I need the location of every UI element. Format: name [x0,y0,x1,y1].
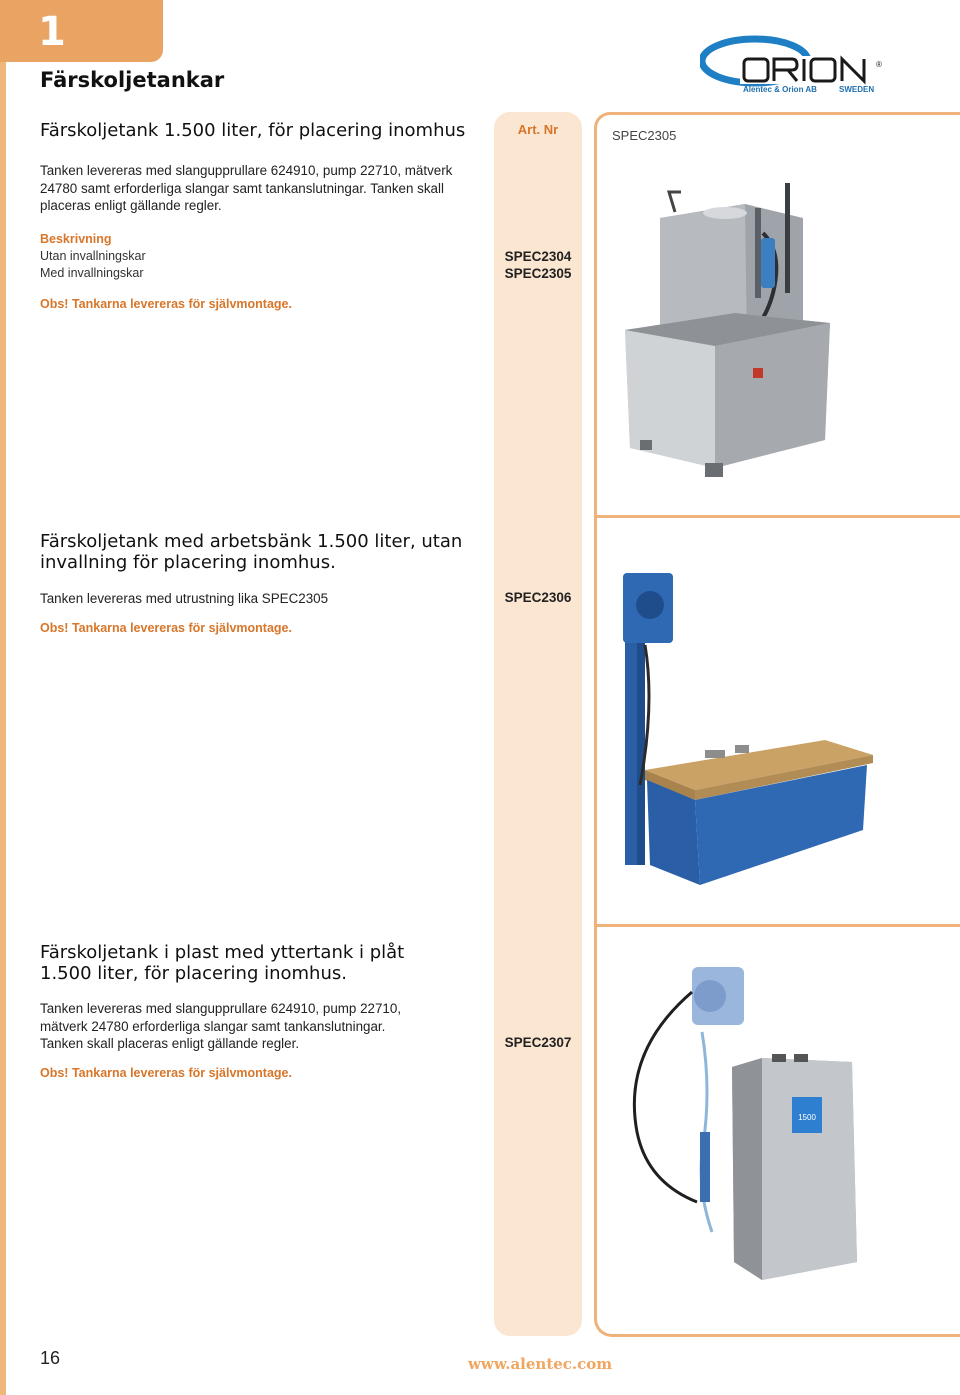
chapter-tab [0,0,163,62]
section1-heading: Färskoljetank 1.500 liter, för placering inomhus [40,120,466,141]
row-label: Utan invallningskar [40,249,146,263]
chapter-number: 1 [38,9,66,55]
chapter-title: Färskoljetankar [40,68,225,92]
section-divider [597,515,960,518]
frame-label: SPEC2305 [612,128,677,143]
article-code: SPEC2307 [504,1035,572,1050]
article-code: SPEC2305 [504,266,572,281]
section2-heading-line1: Färskoljetank med arbetsbänk 1.500 liter, utan [40,531,463,552]
section1-body: Tanken levereras med slangupprullare 624910, pump 22710, mätverk 24780 samt erforderliga slangar samt tankanslutningar. Tanken skall placeras enligt gällande regler. [40,163,453,213]
art-number-header: Art. Nr [517,122,559,137]
article-code: SPEC2304 [504,249,572,264]
tank-label: 1500 [798,1113,816,1122]
section3-heading-line1: Färskoljetank i plast med yttertank i plåt [40,942,405,963]
logo-subtitle-right: SWEDEN [839,85,875,94]
workbench-tank-image [605,565,885,895]
self-assembly-note: Obs! Tankarna levereras för självmontage. [40,1066,292,1080]
orion-logo [700,34,890,96]
page-edge-stripe [0,0,6,1395]
art-number-column [494,112,582,1336]
description-label: Beskrivning [40,232,112,246]
grey-tank-image [615,178,845,483]
self-assembly-note: Obs! Tankarna levereras för självmontage. [40,297,292,311]
self-assembly-note: Obs! Tankarna levereras för självmontage. [40,621,292,635]
website-link[interactable]: www.alentec.com [468,1355,613,1373]
section-divider [597,924,960,927]
row-label: Med invallningskar [40,266,144,280]
section2-heading-line2: invallning för placering inomhus. [40,552,336,573]
section2-body: Tanken levereras med utrustning lika SPEC2305 [40,591,329,606]
logo-subtitle-left: Alentec & Orion AB [743,85,817,94]
page-number: 16 [40,1348,61,1368]
section3-body: Tanken levereras med slangupprullare 624910, pump 22710, mätverk 24780 erforderliga slangar samt tankanslutningar. Tanken skall placeras enligt gällande regler. [40,1001,402,1051]
registered-mark: ® [876,60,882,69]
plastic-tank-image [612,962,870,1284]
section3-heading-line2: 1.500 liter, för placering inomhus. [40,963,347,984]
article-code: SPEC2306 [504,590,572,605]
